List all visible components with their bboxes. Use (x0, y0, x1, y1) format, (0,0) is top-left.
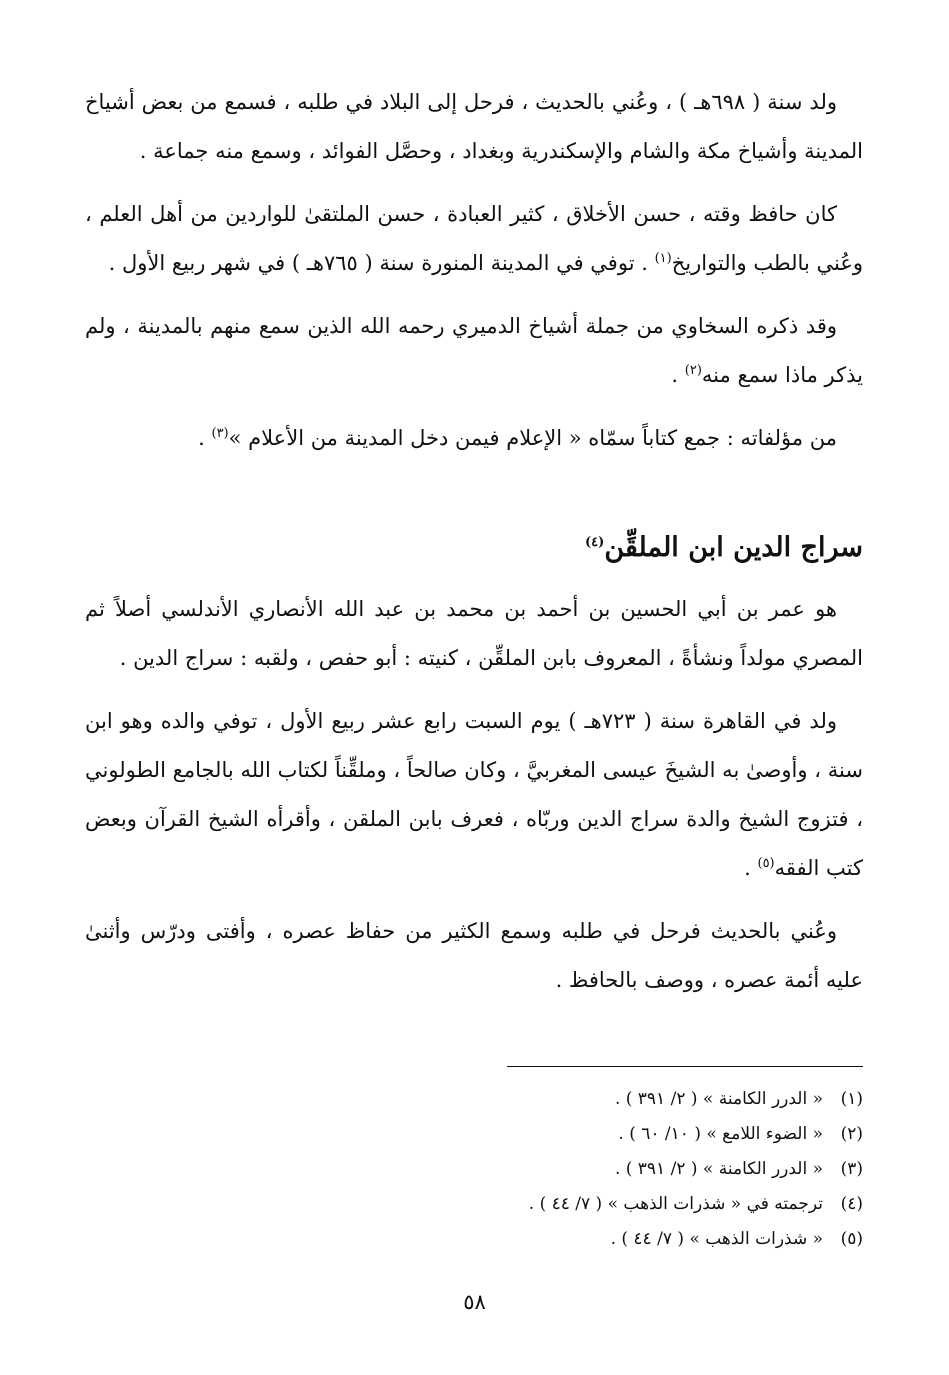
footnote-text: ترجمته في « شذرات الذهب » ( ٧/ ٤٤ ) . (528, 1194, 823, 1214)
footnote-item (163, 1187, 863, 1222)
footnote-number: (١) (840, 1089, 863, 1109)
paragraph-birth-upbringing (85, 697, 863, 893)
footnote-number: (٤) (840, 1194, 863, 1214)
page-number: ٥٨ (463, 1290, 486, 1314)
paragraph-hadith-studies (85, 907, 863, 1005)
main-text (85, 78, 863, 1019)
paragraph-text: وقد ذكره السخاوي من جملة أشياخ الدميري رحمه الله الذين سمع منهم بالمدينة ، ولم يذكر ماذا سمع منه (85, 314, 863, 387)
footnote-marker: (١) (654, 251, 672, 266)
footnote-marker: (٢) (684, 363, 702, 378)
paragraph-text: . توفي في المدينة المنورة سنة ( ٧٦٥هـ ) في شهر ربيع الأول . (108, 251, 655, 275)
section-heading (85, 517, 863, 579)
paragraph-text: هو عمر بن أبي الحسين بن أحمد بن محمد بن عبد الله الأنصاري الأندلسي أصلاً ثم المصري مولداً ونشأةً ، المعروف بابن الملقِّن ، كنيته : أبو حفص ، ولقبه : سراج الدين . (85, 597, 863, 670)
paragraph-works (85, 414, 863, 463)
footnote-item (163, 1152, 863, 1187)
footnotes (163, 1082, 863, 1257)
footnote-item (163, 1082, 863, 1117)
footnote-marker: (٥) (757, 856, 775, 871)
paragraph-text: . (744, 856, 758, 880)
footnote-item (163, 1117, 863, 1152)
paragraph-sakhawi-mention (85, 302, 863, 400)
footnote-text: « الضوء اللامع » ( ١٠/ ٦٠ ) . (618, 1124, 823, 1144)
paragraph-character-death (85, 190, 863, 288)
footnote-text: « شذرات الذهب » ( ٧/ ٤٤ ) . (610, 1229, 823, 1249)
paragraph-text: . (198, 426, 212, 450)
footnote-number: (٥) (840, 1229, 863, 1249)
footnote-marker: (٤) (585, 535, 605, 550)
paragraph-lineage (85, 585, 863, 683)
paragraph-text: ولد في القاهرة سنة ( ٧٢٣هـ ) يوم السبت رابع عشر ربيع الأول ، توفي والده وهو ابن سنة ، وأوصىٰ به الشيخَ عيسى المغربيَّ ، وكان صالحاً ، وملقِّناً لكتاب الله بالجامع الطولوني ، فتزوج الشيخ والدة سراج الدين وربّاه ، فعرف بابن الملقن ، وأقرأه الشيخ القرآن وبعض كتب الفقه (85, 709, 863, 880)
footnote-marker: (٣) (211, 426, 229, 441)
paragraph-text: كان حافظ وقته ، حسن الأخلاق ، كثير العبادة ، حسن الملتقىٰ للواردين من أهل العلم ، وعُني بالطب والتواريخ (85, 202, 863, 275)
footnote-separator (507, 1066, 863, 1067)
paragraph-text: . (671, 363, 685, 387)
heading-text: سراج الدين ابن الملقِّن (604, 532, 863, 563)
footnote-text: « الدرر الكامنة » ( ٢/ ٣٩١ ) . (614, 1089, 823, 1109)
paragraph-text: من مؤلفاته : جمع كتاباً سمّاه « الإعلام فيمن دخل المدينة من الأعلام » (228, 426, 837, 450)
footnote-number: (٣) (840, 1159, 863, 1179)
footnote-number: (٢) (840, 1124, 863, 1144)
paragraph-text: وعُني بالحديث فرحل في طلبه وسمع الكثير من حفاظ عصره ، وأفتى ودرّس وأثنىٰ عليه أئمة عصره ، ووصف بالحافظ . (85, 919, 863, 992)
paragraph-birth-travels (85, 78, 863, 176)
footnote-text: « الدرر الكامنة » ( ٢/ ٣٩١ ) . (614, 1159, 823, 1179)
footnote-item (163, 1222, 863, 1257)
paragraph-text: ولد سنة ( ٦٩٨هـ ) ، وعُني بالحديث ، فرحل إلى البلاد في طلبه ، فسمع من بعض أشياخ المدينة وأشياخ مكة والشام والإسكندرية وبغداد ، وحصَّل الفوائد ، وسمع منه جماعة . (85, 90, 863, 163)
